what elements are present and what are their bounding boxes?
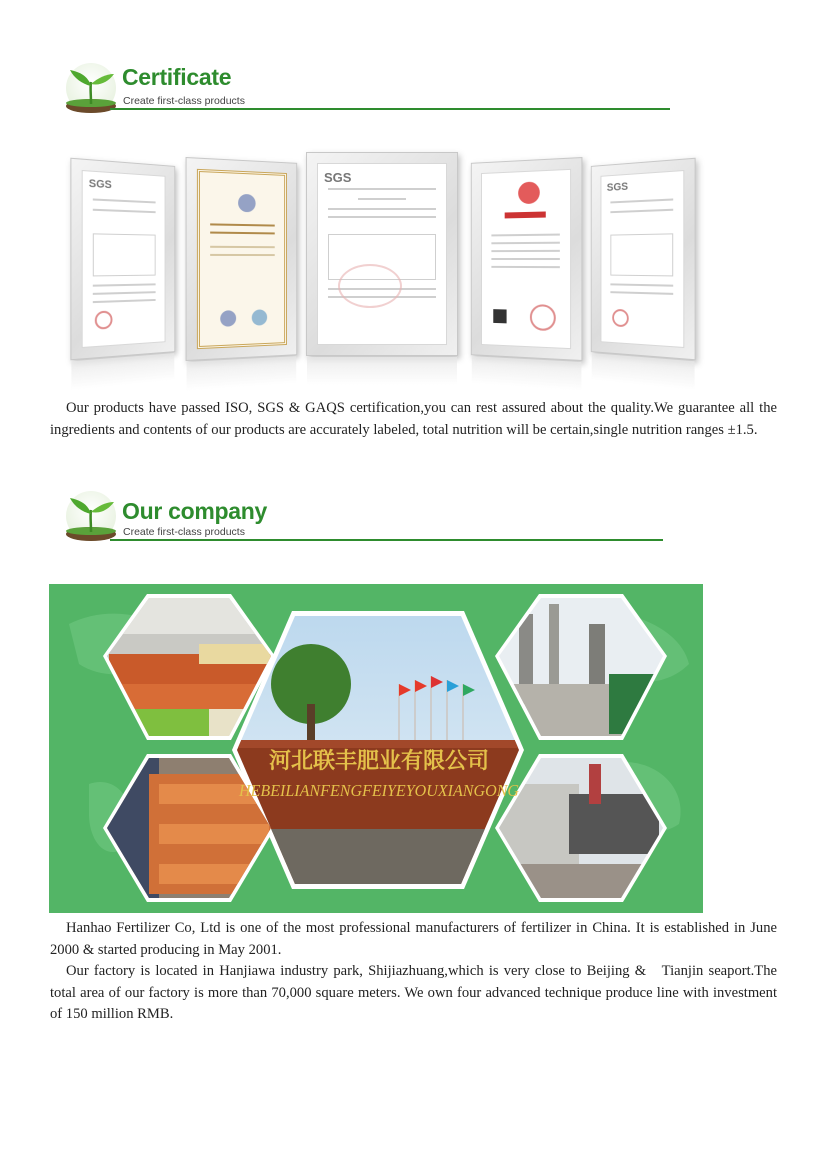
section-divider bbox=[110, 539, 663, 541]
company-photo-collage bbox=[49, 584, 703, 913]
certificate-gallery bbox=[64, 148, 694, 388]
section-title: Certificate bbox=[122, 64, 232, 90]
company-description bbox=[50, 918, 777, 1026]
certification-paragraph: Our products have passed ISO, SGS & GAQS certification,you can rest assured about the quality.We guarantee all the ingredients and contents of our products are accurately labeled, total nutrition will be certain,single nutrition ranges ±1.5. bbox=[50, 400, 777, 438]
certificate-label: SGS bbox=[88, 177, 112, 192]
certificate-label: SGS bbox=[324, 170, 352, 185]
company-sign-chinese: 河北联丰肥业有限公司 bbox=[268, 748, 490, 774]
certificate-frame bbox=[591, 158, 696, 361]
company-paragraph: Hanhao Fertilizer Co, Ltd is one of the most professional manufacturers of fertilizer in China. It is established in June 2000 & started producing in May 2001. bbox=[50, 920, 777, 958]
company-sign-pinyin: HEBEILIANFENGFEIYEYOUXIANGONG bbox=[238, 781, 519, 800]
section-title: Our company bbox=[122, 498, 267, 524]
company-paragraph: Our factory is located in Hanjiawa industry park, Shijiazhuang,which is very close to Beijing & Tianjin seaport.The total area of our factory is more than 70,000 square meters. We own four advanced technique produce line with investment of 150 million RMB. bbox=[50, 963, 777, 1023]
certificate-section-header bbox=[64, 62, 674, 122]
company-photo-banner bbox=[49, 584, 703, 913]
company-section-header bbox=[64, 488, 664, 550]
certificate-frame bbox=[306, 152, 458, 356]
section-divider bbox=[110, 108, 670, 110]
sprout-logo-icon bbox=[64, 490, 118, 546]
certificate-label: SGS bbox=[606, 180, 629, 194]
certificate-frame bbox=[471, 157, 583, 361]
section-subtitle: Create first-class products bbox=[123, 95, 245, 107]
certificate-frame bbox=[70, 158, 175, 361]
certification-description bbox=[50, 398, 777, 441]
certificate-frame bbox=[186, 157, 298, 361]
section-subtitle: Create first-class products bbox=[123, 526, 245, 538]
